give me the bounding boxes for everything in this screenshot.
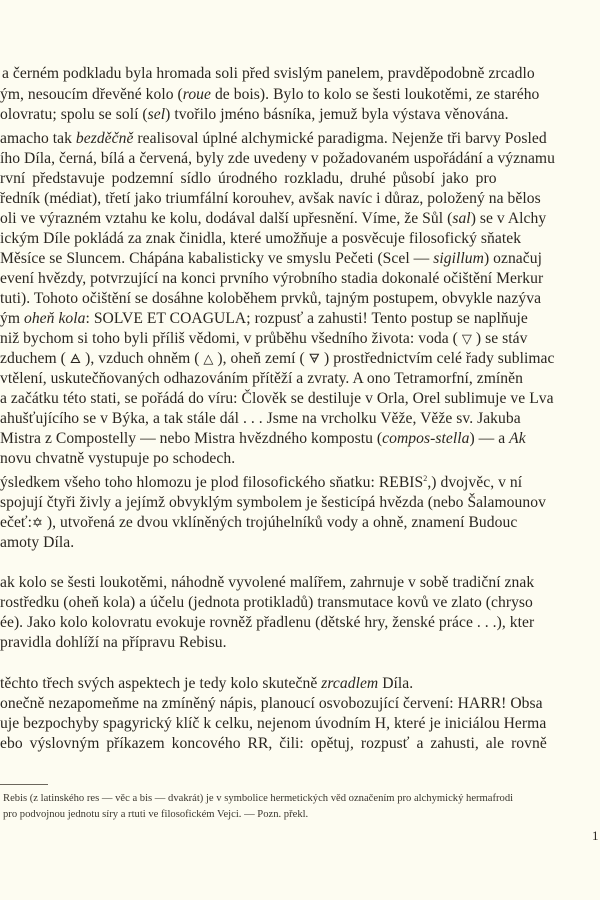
text-span: : SOLVE ET COAGULA; rozpusť a zahusti! Tento postup se naplňuje xyxy=(85,310,528,327)
text-line xyxy=(0,169,497,189)
water-symbol-icon: ▽ xyxy=(461,332,472,347)
text-span: de bois). Bylo to kolo se šesti loukotěmi, ze starého xyxy=(211,86,540,103)
text-span: těchto třech svých aspektech je tedy kolo skutečně xyxy=(0,675,322,692)
text-span: ým xyxy=(0,310,24,327)
text-span: ), utvořená ze dvou vklíněných trojúhelníků vody a ohně, znamení Budouc xyxy=(42,514,518,531)
text-span: tuti). Tohoto očištění se dosáhne koloběhem prvků, tajným postupem, obvykle nazýva xyxy=(0,290,542,307)
text-line xyxy=(0,229,521,249)
text-line xyxy=(0,573,534,593)
text-line xyxy=(0,389,554,409)
text-span: Mistra z Compostelly — nebo Mistra hvězdného kompostu ( xyxy=(0,430,383,447)
text-line xyxy=(0,449,235,469)
text-line xyxy=(0,734,547,754)
text-line xyxy=(0,85,539,105)
text-span: rvní představuje podzemní sídlo úrodného rozkladu, druhé působí jako pro xyxy=(0,170,497,187)
text-span: ýsledkem všeho toho hlomozu je plod filosofického sňatku: REBIS xyxy=(0,474,424,491)
text-span: spojují čtyři živly a jejímž obvyklým symbolem je šesticípá hvězda (nebo Šalamounov xyxy=(0,494,546,511)
italic-term: sel xyxy=(147,106,166,123)
text-line xyxy=(0,674,413,694)
text-span: olovratu; spolu se solí ( xyxy=(0,106,148,123)
text-line xyxy=(0,105,509,125)
hexagram-star-icon: ✡ xyxy=(32,516,43,531)
text-line xyxy=(0,369,523,389)
text-span: a černém podkladu byla hromada soli před svislým panelem, pravděpodobně zrcadlo xyxy=(2,65,535,82)
italic-term: Ak xyxy=(509,430,526,447)
footnote-line: pro podvojnou jednotu síry a rtuti ve filosofickém Vejci. — Pozn. překl. xyxy=(3,809,309,820)
text-span: ak kolo se šesti loukotěmi, náhodně vyvolené malířem, zahrnuje v sobě tradiční znak xyxy=(0,574,535,591)
fire-symbol-icon: △ xyxy=(203,352,214,367)
text-span: ) prostřednictvím celé řady sublimac xyxy=(320,350,555,367)
text-line xyxy=(0,633,227,653)
text-span: a začátku této stati, se pořádá do víru: Člověk se destiluje v Orla, Orel sublimuje ve Lva xyxy=(0,390,554,407)
text-line xyxy=(2,64,535,84)
text-line xyxy=(0,209,546,229)
italic-term: bezděčně xyxy=(75,130,134,147)
text-span: ickým Díle pokládá za znak činidla, které umožňuje a posvěcuje filosofický sňatek xyxy=(0,230,522,247)
text-line xyxy=(0,473,522,493)
text-span: amoty Díla. xyxy=(0,534,75,551)
italic-term: sal xyxy=(452,210,471,227)
earth-symbol-icon: 🜃 xyxy=(308,352,321,367)
text-line xyxy=(0,429,526,449)
text-line xyxy=(0,269,543,289)
text-span: vtělení, uskutečňovaných odhazováním přítěží a zvraty. A ono Tetramorfní, zmíněn xyxy=(0,370,523,387)
text-line xyxy=(0,533,74,553)
footnote-marker: 2 xyxy=(423,473,428,483)
text-span: ředník (médiat), třetí jako triumfální korouhev, avšak navíc i důraz, položený na bělos xyxy=(0,190,541,207)
italic-term: zrcadlem xyxy=(321,675,379,692)
text-line xyxy=(0,714,546,734)
text-span: realisoval úplné alchymické paradigma. Nejenže tři barvy Posled xyxy=(133,130,547,147)
text-span: ) označuj xyxy=(483,250,542,267)
text-span: rostředku (oheň kola) a účelu (jednota protikladů) transmutace kovů ve zlato (chryso xyxy=(0,594,533,611)
text-span: Měsíce se Sluncem. Chápána kabalisticky ve smyslu Pečeti (Scel — xyxy=(0,250,434,267)
page-number: 1 xyxy=(592,828,599,843)
text-span: novu chvatně vystupuje po schodech. xyxy=(0,450,236,467)
footnote-line: Rebis (z latinského res — věc a bis — dvakrát) je v symbolice hermetických věd označením pro alchymický hermafrodi xyxy=(3,793,514,804)
italic-term: sigillum xyxy=(433,250,484,267)
text-span: ), vzduch ohněm ( xyxy=(81,350,204,367)
text-span: ahušťujícího se v Býka, a tak stále dál . . . Jsme na vrcholku Věže, Věže sv. Jakuba xyxy=(0,410,521,427)
text-span: ým, nesoucím dřevěné kolo ( xyxy=(0,86,183,103)
text-span: ) — a xyxy=(469,430,510,447)
text-span: uje bezpochyby spagyrický klíč k celku, nejenom úvodním H, které je iniciálou Herma xyxy=(0,715,547,732)
text-span: onečně nezapomeňme na zmíněný nápis, planoucí osvobozující červení: HARR! Obsa xyxy=(0,695,543,712)
text-line xyxy=(0,409,521,429)
text-line xyxy=(0,129,547,149)
text-line xyxy=(0,349,554,370)
footnote-divider xyxy=(0,784,48,785)
text-span: pravidla dohlíží na přípravu Rebisu. xyxy=(0,634,227,651)
text-line xyxy=(0,249,542,269)
text-line xyxy=(0,289,541,309)
italic-term: compos-stella xyxy=(382,430,470,447)
text-line xyxy=(0,309,528,329)
italic-term: oheň kola xyxy=(23,310,86,327)
text-span: ) se stáv xyxy=(471,330,528,347)
text-span: ), oheň zemí ( xyxy=(213,350,309,367)
text-span: zduchem ( xyxy=(0,350,70,367)
text-span: ího Díla, černá, bílá a červená, byly zde uvedeny v požadovaném uspořádání a významu xyxy=(0,150,555,167)
text-line xyxy=(0,329,527,350)
text-span: ) tvořilo jméno básníka, jemuž byla výstava věnována. xyxy=(165,106,509,123)
text-span: oli ve výrazném vztahu ke kolu, dodával další upřesnění. Víme, že Sůl ( xyxy=(0,210,453,227)
text-line xyxy=(0,593,533,613)
text-span: niž bychom si toho byli příliš vědomi, v průběhu všedního života: voda ( xyxy=(0,330,462,347)
text-span: ) se v Alchy xyxy=(470,210,547,227)
text-span: Díla. xyxy=(378,675,414,692)
text-span: ,) dvojvěc, v ní xyxy=(427,474,523,491)
text-line xyxy=(0,694,543,714)
text-span: ečeť: xyxy=(0,514,33,531)
text-line xyxy=(0,613,534,633)
text-line xyxy=(0,513,517,534)
text-span: evení hvězdy, potvrzující na konci prvního výrobního stadia dokonalé očištění Merkur xyxy=(0,270,544,287)
italic-term: roue xyxy=(182,86,212,103)
text-span: ée). Jako kolo kolovratu evokuje rovněž přadlenu (dětské hry, ženské práce . . .), kter xyxy=(0,614,535,631)
text-line xyxy=(0,149,555,169)
text-span: ebo výslovným příkazem koncového RR, čili: opětuj, rozpusť a zahusti, ale rovně xyxy=(0,735,547,752)
text-line xyxy=(0,189,541,209)
air-symbol-icon: 🜁 xyxy=(69,352,82,367)
text-span: amacho tak xyxy=(0,130,76,147)
text-line xyxy=(0,493,546,513)
